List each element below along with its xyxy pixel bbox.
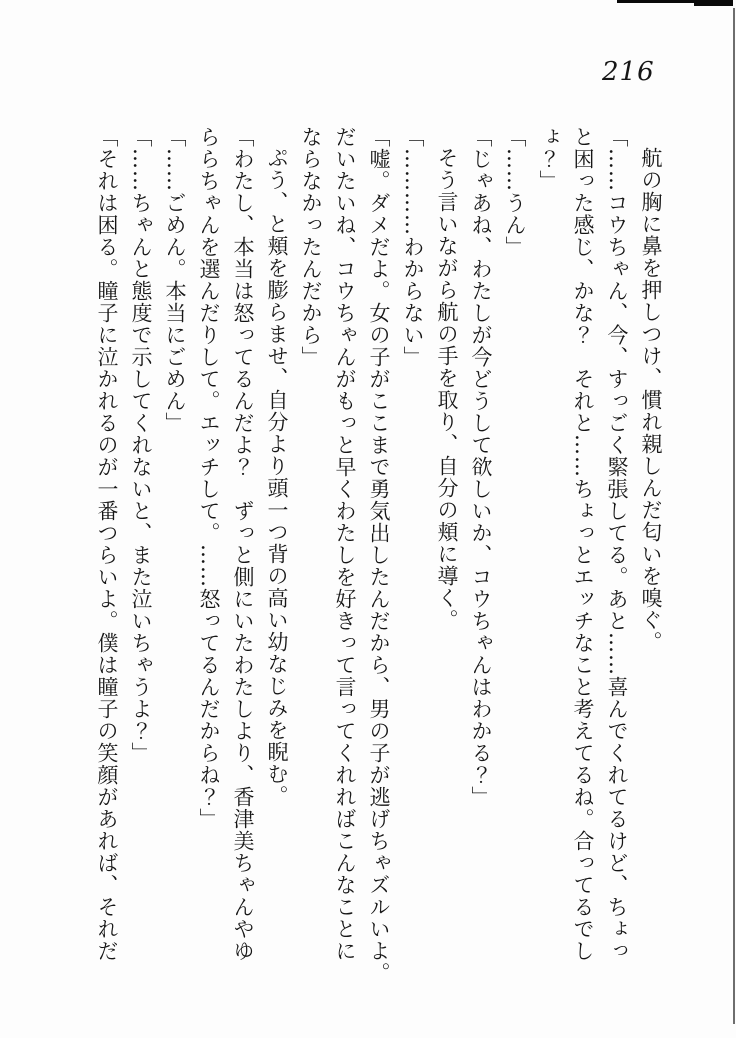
vertical-text-block [90,126,668,1006]
text-line: 「…………わからない」 [401,126,425,368]
text-line: 「……コウちゃん、今、すっごく緊張してる。あと……喜んでくれてるけど、ちょっ [605,126,629,962]
text-line: 「それは困る。瞳子に泣かれるのが一番つらいよ。僕は瞳子の笑顔があれば、それだ [95,126,119,962]
text-line: 「……ごめん。本当にごめん」 [163,126,187,434]
text-line: ょ？」 [537,126,561,192]
page-edge-line [733,8,735,1024]
text-line: 「嘘。ダメだよ。女の子がここまで勇気出したんだから、男の子が逃げちゃズルいよ。 [367,126,391,984]
text-line: 「……うん」 [503,126,527,258]
text-line: 「わたし、本当は怒ってるんだよ？ ずっと側にいたわたしより、香津美ちゃんやゆ [231,126,255,962]
text-line: ぷう、と頬を膨らませ、自分より頭一つ背の高い幼なじみを睨む。 [265,147,289,807]
text-line: だいたいね、コウちゃんがもっと早くわたしを好きって言ってくれればこんなことに [333,126,357,962]
text-line: ららちゃんを選んだりして。エッチして。……怒ってるんだからね？」 [197,126,221,830]
text-line: 航の胸に鼻を押しつけ、慣れ親しんだ匂いを嗅ぐ。 [639,147,663,653]
scan-artifact-top-blob [694,0,733,6]
text-line: ならなかったんだから」 [299,126,323,368]
text-line: 「じゃあね、わたしが今どうして欲しいか、コウちゃんはわかる？」 [469,126,493,808]
text-line: 「……ちゃんと態度で示してくれないと、また泣いちゃうよ？」 [129,126,153,764]
text-line: そう言いながら航の手を取り、自分の頬に導く。 [435,147,459,631]
page-number: 216 [602,57,655,87]
text-line: と困った感じ、かな？ それと……ちょっとエッチなこと考えてるね。合ってるでし [571,126,595,962]
